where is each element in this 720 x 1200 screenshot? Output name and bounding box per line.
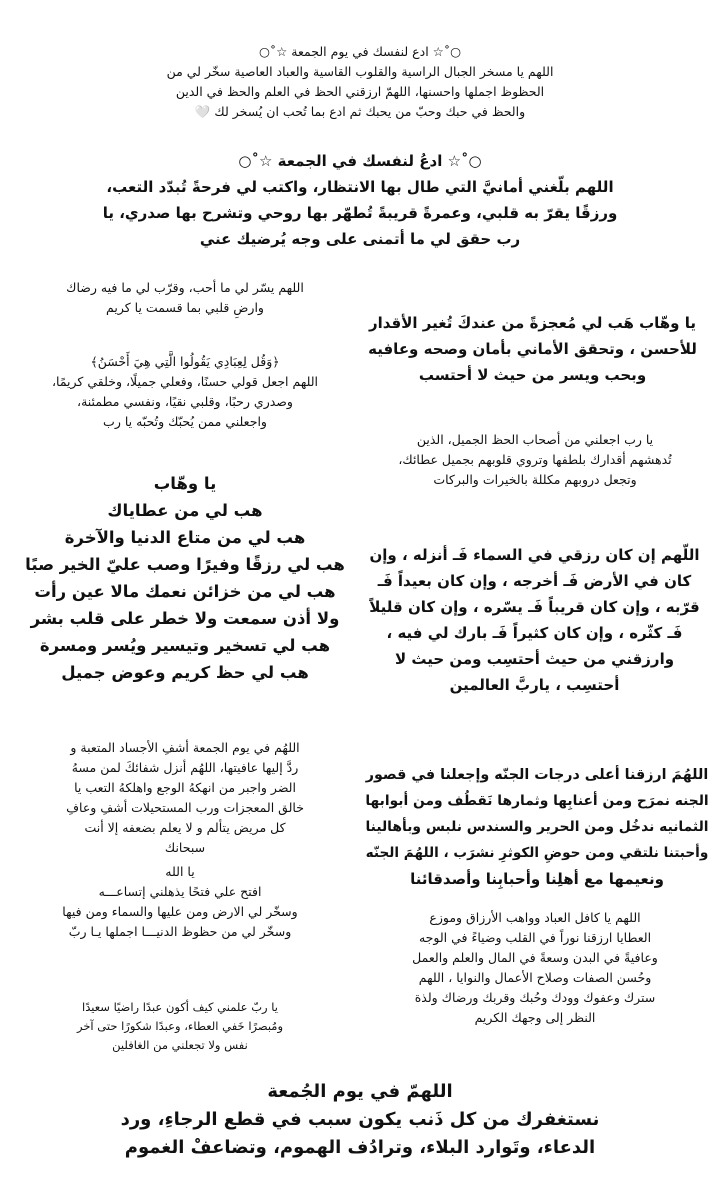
prayer-line: يا وهّاب — [153, 474, 217, 493]
prayer-line: واجعلني ممن يُحبّك وتُحبّه يا رب — [103, 414, 267, 429]
prayer-line: وصدري رحبًا، وقلبي نقيًا، ونفسي مطمئنة، — [77, 394, 293, 409]
prayer-line: نفس ولا تجعلني من الغافلين — [112, 1038, 248, 1052]
prayer-block-8 — [362, 542, 707, 698]
prayer-line: وتجعل دروبهم مكللة بالخيرات والبركات — [433, 472, 637, 487]
prayer-line: خالق المعجزات ورب المستحيلات أشفِ وعافِ — [66, 800, 304, 815]
prayer-line: اللهُمَ ارزقنا أعلى درجات الجنّه وإجعلنا في قصور — [365, 767, 709, 783]
prayer-line: اللهم بلّغني أمانيَّ التي طال بها الانتظار، واكتب لي فرحةً تُبدّد التعب، — [106, 178, 614, 196]
prayer-line: فَـ كثّره ، وإن كان كثيراً فَـ بارك لي فيه ، — [386, 624, 683, 642]
prayer-line: والحظ في حبك وحبّ من يحبك ثم ادع بما تُحب ان يُسخر لك 🤍 — [194, 104, 526, 119]
prayer-line: أحتسِب ، ياربَّ العالمين — [449, 676, 620, 694]
prayer-line: افتح علي فتحًا يذهلني إتساعـــه — [98, 884, 262, 899]
prayer-line: رب حقق لي ما أتمنى على وجه يُرضيك عني — [199, 230, 521, 248]
prayer-line: تُدهشهم أقدارك بلطفها وتروي قلوبهم بجميل عطائك، — [398, 452, 672, 467]
prayer-line: ونعيمها مع أهلِنا وأحبابِنا وأصدقائنا — [410, 870, 664, 888]
prayer-line: العطايا ارزقنا نوراً في القلب وضياءً في الوجه — [418, 930, 652, 945]
prayer-line: ورزقًا يقرّ به قلبي، وعمرةً قريبةً تُطهّر بها روحي وتشرح بها صدري، يا — [102, 204, 618, 222]
prayer-line: اللّهم إن كان رزقي في السماء فَـ أنزله ، وإن — [369, 546, 700, 564]
prayer-line: سترك وعفوك وودك وحُبك وقربك ورضاك ولذة — [414, 990, 656, 1005]
prayer-line: الدعاء، وتَوارد البلاء، وترادُف الهموم، وتضاعفْ الغموم — [124, 1137, 596, 1158]
prayer-line: يا ربّ علمني كيف أكون عبدًا راضيًا سعيدًا — [82, 1000, 278, 1014]
prayer-block-12 — [370, 908, 700, 1028]
prayer-line: قرّبه ، وإن كان قريباً فَـ يسّره ، وإن كان قليلاً — [369, 598, 700, 616]
prayer-line: نستغفرك من كل ذَنب يكون سبب في قطع الرجاءِ، ورد — [120, 1109, 600, 1130]
prayer-line: اللهمّ في يوم الجُمعة — [267, 1081, 453, 1102]
prayer-line: يا الله — [165, 864, 195, 879]
prayer-line: وبحب ويسر من حيث لا أحتسب — [418, 366, 647, 384]
prayer-line: النظر إلى وجهك الكريم — [474, 1010, 596, 1025]
prayer-block-1 — [60, 42, 660, 122]
prayer-line: سبحانك — [164, 840, 206, 855]
prayer-line: وسخّر لي من حظوظ الدنيـــا اجملها يـا ربّ — [68, 924, 292, 939]
prayer-line: كل مريض يتألم و لا يعلم بضعفه إلا أنت — [84, 820, 286, 835]
prayer-block-3 — [20, 278, 350, 318]
prayer-line: ولا أذن سمعت ولا خطر على قلب بشر — [30, 609, 340, 628]
prayer-line: للأحسن ، وتحقق الأماني بأمان وصحه وعافيه — [368, 340, 697, 358]
prayer-line: وحُسن الصفات وصلاح الأعمال والنوايا ، اللهم — [418, 970, 652, 985]
prayer-line: هب لي من خزائن نعمك مالا عين رأت — [34, 582, 336, 601]
prayer-line: كان في الأرض فَـ أخرجه ، وإن كان بعيداً فَـ — [377, 572, 692, 590]
prayer-line: وسخّر لي الارض ومن عليها والسماء ومن فيها — [62, 904, 298, 919]
prayer-line: وعافيةً في البدن وسعةً في المال والعلم والعمل — [412, 950, 658, 965]
prayer-line: يا رب اجعلني من أصحاب الحظ الجميل، الذين — [416, 432, 654, 447]
prayer-block-14 — [30, 1078, 690, 1162]
prayer-line: وارزقني من حيث أحتسِب ومن حيث لا — [394, 650, 675, 668]
prayer-block-2 — [40, 148, 680, 252]
prayer-line: ○˚☆ ادع لنفسك في يوم الجمعة ☆˚○ — [258, 44, 462, 59]
prayer-block-4 — [355, 310, 710, 388]
prayer-line: يا وهّاب هَب لي مُعجزةً من عندكَ تُغير الأقدار — [368, 314, 696, 332]
prayer-line: اللهم يا كافل العباد وواهب الأرزاق وموزع — [429, 910, 641, 925]
prayer-line: وارضِ قلبي بما قسمت يا كريم — [106, 300, 264, 315]
prayer-line: وأحبتنا نلتقي ومن حوضِ الكوثرِ نشرَب ، اللهُمَ الجنّه — [365, 845, 709, 861]
prayer-line: ردَّ إليها عافيتها، اللهُم أنزل شفائكَ لمن مسهُ — [71, 760, 299, 775]
prayer-line: اللهم يا مسخر الجبال الراسية والقلوب القاسية والعباد العاصية سخّر لي من — [166, 64, 554, 79]
prayer-line: هب لي حظ كريم وعوض جميل — [61, 663, 309, 682]
prayer-block-9 — [10, 738, 360, 858]
prayer-line: اللهُم في يوم الجمعة أشفِ الأجساد المتعبة و — [70, 740, 300, 755]
prayer-line: الثمانيه ندخُل ومن الحرير والسندس نلبس وبأهالينا — [365, 819, 709, 835]
prayer-block-5 — [20, 352, 350, 432]
prayer-line: اللهم اجعل قولي حسنًا، وفعلي جميلًا، وخلقي كريمًا، — [51, 374, 319, 389]
prayer-block-10 — [362, 762, 712, 892]
prayer-line: الضر واجبر من انهكهُ الوجع واهلكهُ التعب يا — [74, 780, 296, 795]
prayer-line: هب لي من متاع الدنيا والآخرة — [64, 528, 306, 547]
prayer-line: الجنه نمرَح ومن أعنابِها وثمارها نَقطُف ومن أبوابها — [365, 793, 709, 809]
prayer-line: هب لي رزقًا وفيرًا وصب عليّ الخير صبًا — [25, 555, 345, 574]
prayer-line: اللهم يسّر لي ما أحب، وقرّب لي ما فيه رضاك — [66, 280, 304, 295]
prayer-line: هب لي تسخير وتيسير ويُسر ومسرة — [39, 636, 331, 655]
prayer-block-7 — [10, 470, 360, 686]
prayer-line: ومُبصرًا خَفي العطاء، وعبدًا شكورًا حتى آخر — [76, 1019, 284, 1033]
prayer-block-6 — [365, 430, 705, 490]
prayer-line: الحظوظ اجملها واحسنها، اللهمّ ارزقني الحظ في العلم والحظ في الدين — [175, 84, 545, 99]
prayer-block-13 — [20, 998, 340, 1055]
prayer-line: هب لي من عطاياك — [107, 501, 263, 520]
prayer-line: ﴿وَقُل لِعِبَادِي يَقُولُوا الَّتِي هِيَ أَحْسَنُ﴾ — [90, 354, 280, 369]
prayer-block-11 — [10, 862, 350, 942]
prayer-line: ○˚☆ ادعُ لنفسك في الجمعة ☆˚○ — [238, 152, 482, 170]
